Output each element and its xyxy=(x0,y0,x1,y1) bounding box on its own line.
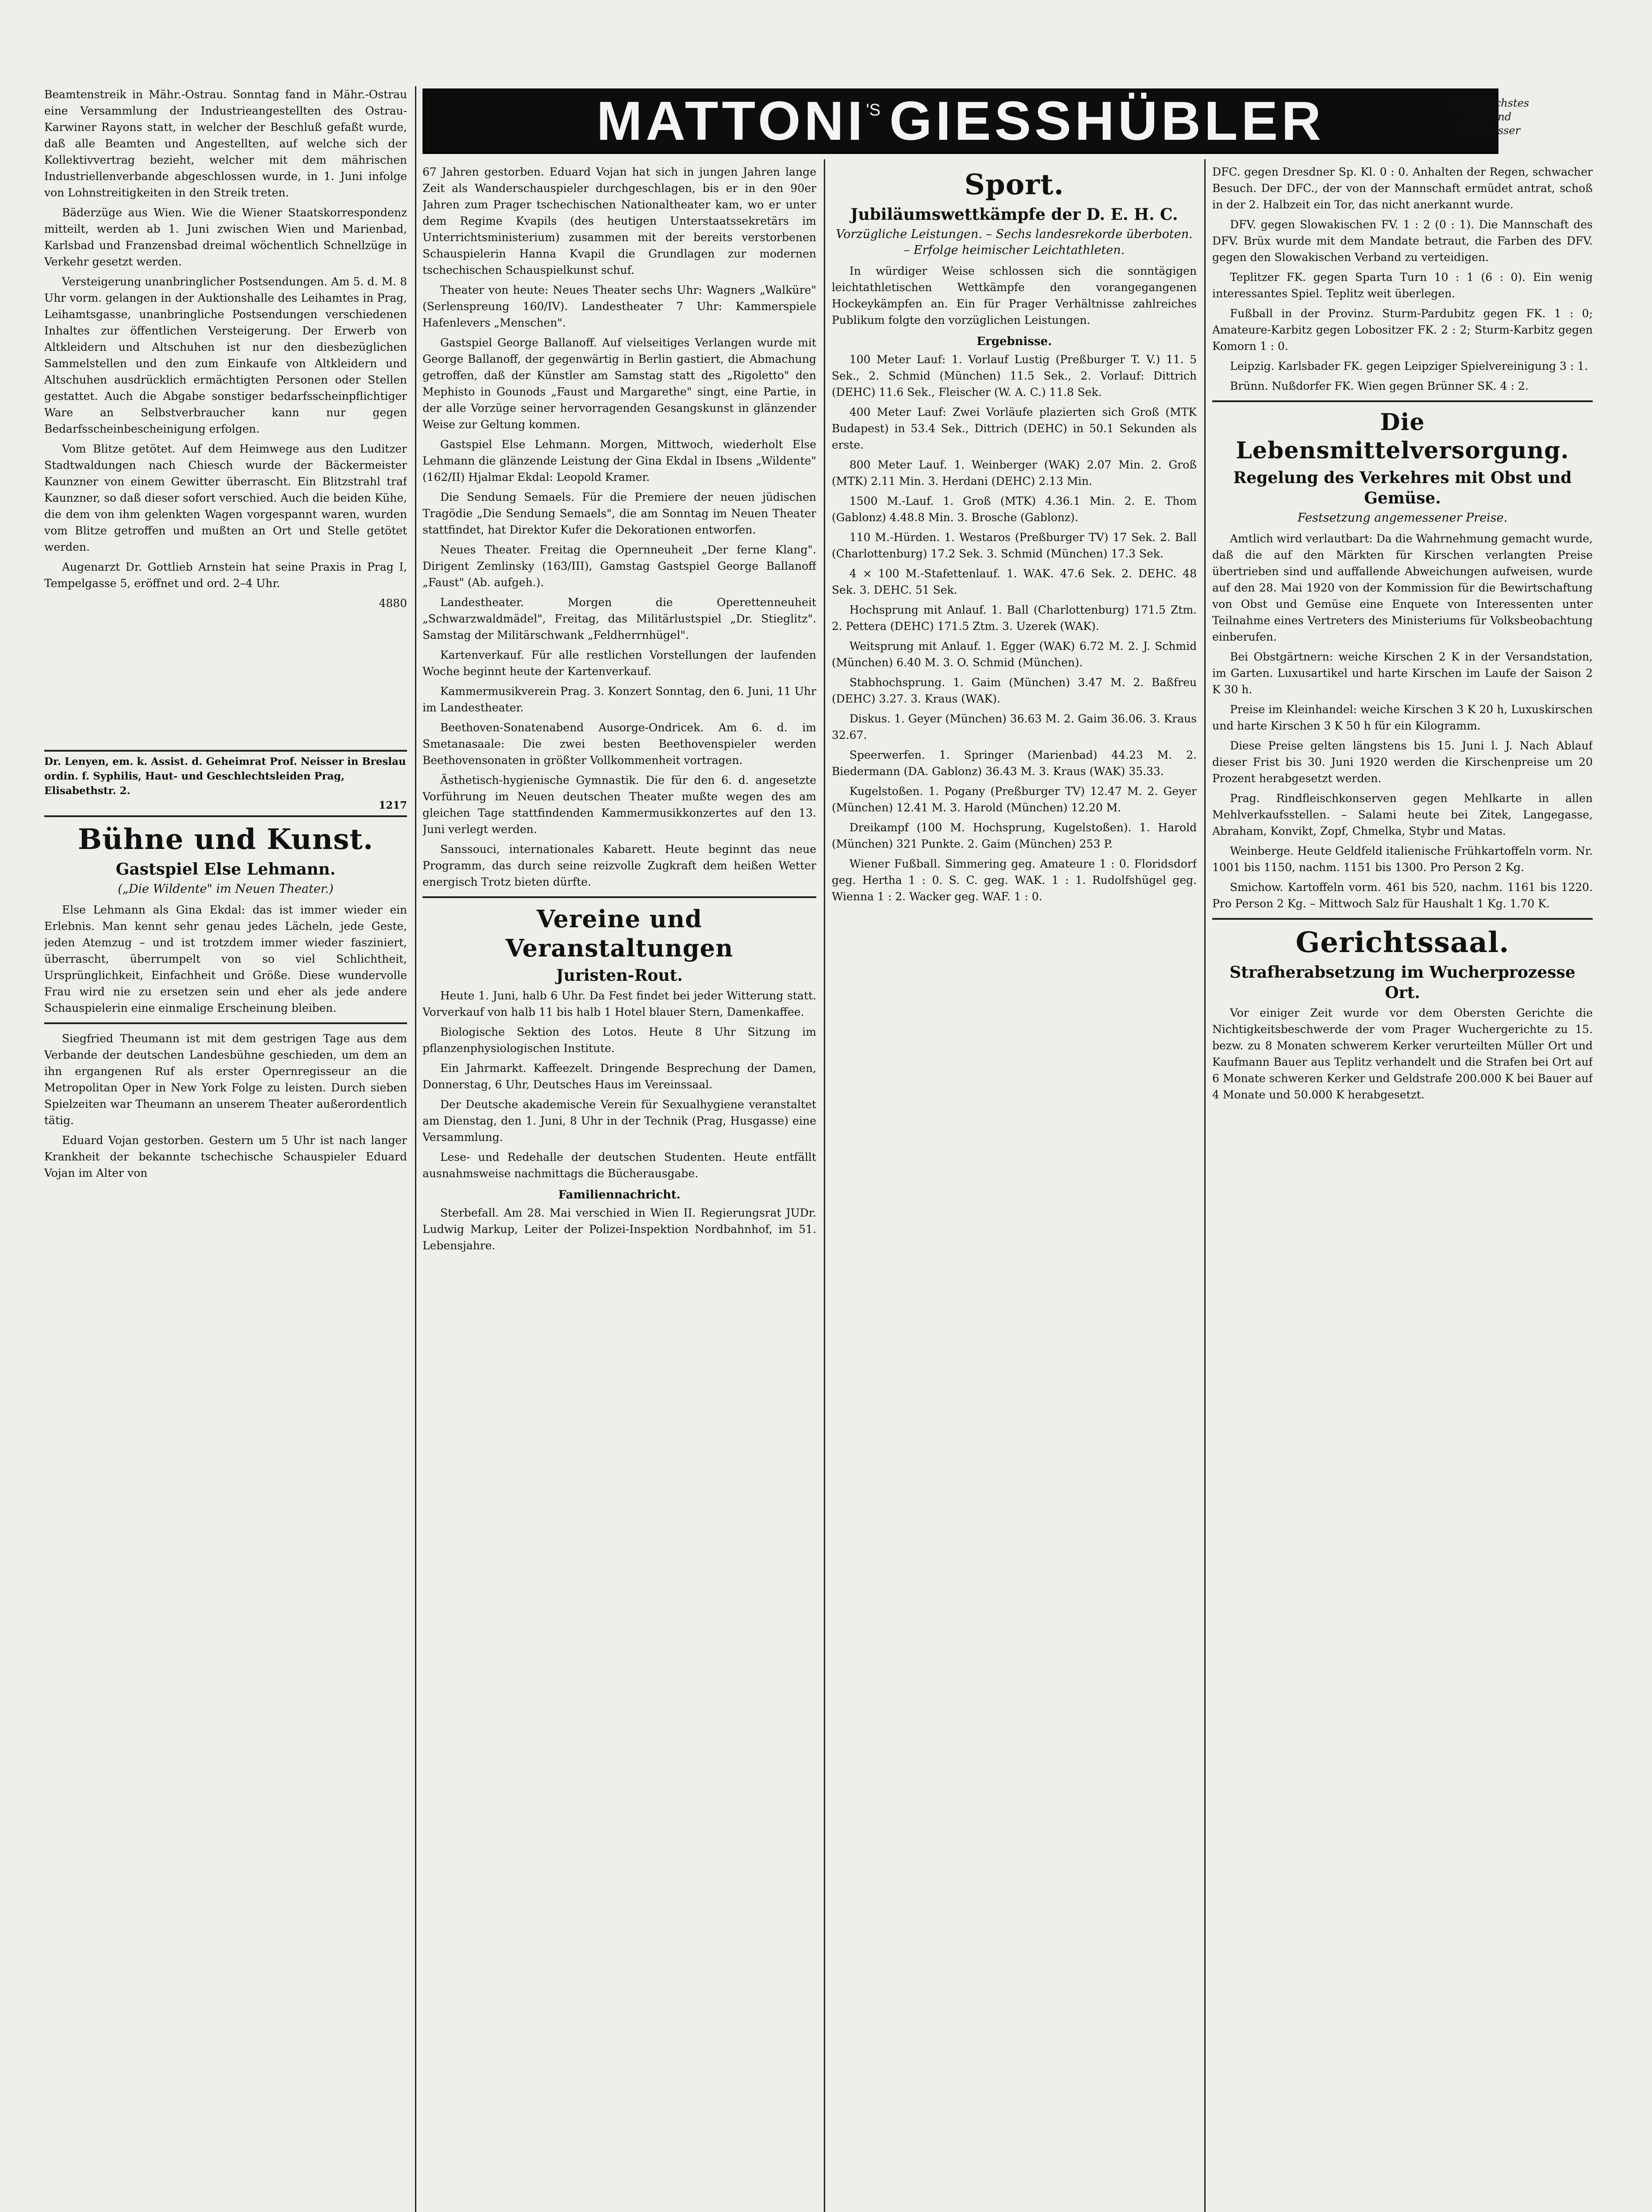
ad-notice-text: Dr. Lenyen, em. k. Assist. d. Geheimrat Prof. Neisser in Breslau ordin. f. Syphilis, Haut- und Geschlechtsleiden Prag, Elisabethstr. 2. xyxy=(44,756,406,797)
banner-brand-right: GIESSHÜBLER xyxy=(889,91,1325,152)
banner-side-line-2: Heil und xyxy=(1465,111,1512,123)
ad-augenarzt: Augenarzt Dr. Gottlieb Arnstein hat seine Praxis in Prag I, Tempelgasse 5, eröffnet und ord. 2–4 Uhr. xyxy=(44,561,407,590)
article-versteigerung: Versteigerung unanbringlicher Postsendungen. Am 5. d. M. 8 Uhr vorm. gelangen in der Auktionshalle des Leihamtes in Prag, Leihamtsgasse, unanbringliche Postsendungen verschiedenen Inhaltes zur öffentlichen Versteigerung. Der Erwerb von Altkleidern und Altschuhen ist nur den diesbezüglichen Sammelstellen und den zum Einkaufe von Altkleidern und Altschuhen ausdrücklich ermächtigten Personen oder Stellen gestattet. Auch die Abgabe sonstiger bedarfsscheinpflichtiger Ware an Selbstverbraucher kann nur gegen Bedarfsscheinbescheinigung erfolgen. xyxy=(44,275,407,435)
article-landestheater: Landestheater. Morgen die Operettenneuheit „Schwarzwaldmädel", Freitag, das Militärlustspiel „Dr. Stieglitz". Samstag der Militärschwank „Feldherrnhügel". xyxy=(423,596,816,641)
article-semael: Die Sendung Semaels. Für die Premiere der neuen jüdischen Tragödie „Die Sendung Semaels", die am Sonntag im Neuen Theater stattfindet, hat Direktor Kufer die Dekorationen entworfen. xyxy=(423,491,816,536)
result-110m-huerden: 110 M.-Hürden. 1. Westaros (Preßburger TV) 17 Sek. 2. Ball (Charlottenburg) 17.2 Sek. 3. Schmid (München) 17.3 Sek. xyxy=(832,531,1197,560)
article-baederzuege: Bäderzüge aus Wien. Wie die Wiener Staatskorrespondenz mitteilt, werden ab 1. Juni zwischen Wien und Marienbad, Karlsbad und Franzensbad dreimal wöchentlich Schnellzüge in Verkehr gesetzt werden. xyxy=(44,206,407,268)
ad-augenarzt-code: 4880 xyxy=(379,597,407,610)
result-400m: 400 Meter Lauf: Zwei Vorläufe plazierten sich Groß (MTK Budapest) in 53.4 Sek., Dittrich (DEHC) in 50.1 Sekunden als erste. xyxy=(832,406,1197,451)
article-lotos: Biologische Sektion des Lotos. Heute 8 Uhr Sitzung im pflanzenphysiologischen Institute. xyxy=(423,1025,816,1055)
column-rule-3 xyxy=(1204,159,1206,2212)
section-divider xyxy=(423,896,816,898)
article-smichow: Smichow. Kartoffeln vorm. 461 bis 520, nachm. 1161 bis 1220. Pro Person 2 Kg. – Mittwoch Salz für Haushalt 1 Kg. 1.70 K. xyxy=(1212,881,1593,910)
section-title-vereine: Vereine und Veranstaltungen xyxy=(505,905,734,962)
column-4 xyxy=(1212,164,1593,2212)
column-3 xyxy=(832,164,1197,2212)
banner-brand-left: MATTONI xyxy=(596,91,866,152)
column-2 xyxy=(423,164,816,2212)
article-lehmann-2: Gastspiel Else Lehmann. Morgen, Mittwoch, wiederholt Else Lehmann die glänzende Leistung der Gina Ekdal in Ibsens „Wildente" (162/II) Hjalmar Ekdal: Leopold Kramer. xyxy=(423,438,816,484)
result-1500m: 1500 M.-Lauf. 1. Groß (MTK) 4.36.1 Min. 2. E. Thom (Gablonz) 4.48.8 Min. 3. Brosche (Gablonz). xyxy=(832,495,1197,524)
column-1-top xyxy=(44,86,407,745)
article-weinberge: Weinberge. Heute Geldfeld italienische Frühkartoffeln vorm. Nr. 1001 bis 1150, nachm. 1151 bis 1300. Pro Person 2 Kg. xyxy=(1212,845,1593,874)
banner-side-text xyxy=(1451,88,1529,150)
article-lesehalle: Lese- und Redehalle der deutschen Studenten. Heute entfällt ausnahmsweise nachmittags die Bücherausgabe. xyxy=(423,1151,816,1180)
caption-familiennachricht: Familiennachricht. xyxy=(558,1188,681,1202)
column-rule-2 xyxy=(824,159,825,2212)
column-1-bottom xyxy=(44,818,407,2212)
article-juristen: Heute 1. Juni, halb 6 Uhr. Da Fest findet bei jeder Witterung statt. Vorverkauf von halb 11 bis halb 1 Hotel blauer Stern, Damenkaffee. xyxy=(423,989,816,1018)
article-obstgaertner: Bei Obstgärtnern: weiche Kirschen 2 K in der Versandstation, im Garten. Luxusartikel und harte Kirschen im Laufe der Saison 2 K 30 h. xyxy=(1212,650,1593,696)
subtitle-jubilaeum: Jubiläumswettkämpfe der D. E. H. C. xyxy=(850,205,1178,224)
advertisement-banner xyxy=(423,88,1498,154)
article-beamtenstreik: Beamtenstreik in Mähr.-Ostrau. Sonntag fand in Mähr.-Ostrau eine Versammlung der Industrieangestellten des Ostrau-Karwiner Rayons statt, in welcher der Beschluß gefaßt wurde, daß alle Beamten und Angestellten, auf welche sich der Kollektivvertrag bezieht, welcher mit dem mährischen Industriellenverbande abgeschlossen wurde, in 1. Juni infolge von Lohnstreitigkeiten in den Streik treten. xyxy=(44,88,407,199)
article-neues-theater: Neues Theater. Freitag die Opernneuheit „Der ferne Klang". Dirigent Zemlinsky (163/III), Gamstag Gastspiel George Ballanoff „Faust" (Ab. aufgeh.). xyxy=(423,543,816,589)
subtitle-juristen: Juristen-Rout. xyxy=(556,966,683,985)
banner-side-line-3: Tafelwasser xyxy=(1456,124,1521,137)
article-leipzig: Leipzig. Karlsbader FK. gegen Leipziger Spielvereinigung 3 : 1. xyxy=(1230,360,1588,373)
section-title-gerichtssaal: Gerichtssaal. xyxy=(1295,926,1510,959)
column-rule-1 xyxy=(415,86,416,2212)
article-sanssouci: Sanssouci, internationales Kabarett. Heute beginnt das neue Programm, das durch seine reizvolle Zugkraft dem heißen Wetter energisch Trotz bieten dürfte. xyxy=(423,843,816,888)
result-100m: 100 Meter Lauf: 1. Vorlauf Lustig (Preßburger T. V.) 11. 5 Sek., 2. Schmid (München) 11.5 Sek., 2. Vorlauf: Dittrich (DEHC) 11.6 Sek., Fleischer (W. A. C.) 11.8 Sek. xyxy=(832,353,1197,399)
article-teplitz: Teplitzer FK. gegen Sparta Turn 10 : 1 (6 : 0). Ein wenig interessantes Spiel. Teplitz weit überlegen. xyxy=(1212,271,1593,300)
ad-notice-code: 1217 xyxy=(378,799,407,811)
article-vojan-cont: 67 Jahren gestorben. Eduard Vojan hat sich in jungen Jahren lange Zeit als Wanderschauspieler durchgeschlagen, bis er in den 90er Jahren zum Prager tschechischen Nationaltheater kam, wo er unter dem Regime Kvapils (des heutigen Unterstaatssekretärs im Unterrichtsministerium) zusammen mit der bereits verstorbenen Schauspielerin Hanna Kvapil die Grundlagen zur modernen tschechischen Schauspielkunst schuf. xyxy=(423,165,816,276)
result-wiener-fussball: Wiener Fußball. Simmering geg. Amateure 1 : 0. Floridsdorf geg. Hertha 1 : 0. S. C. geg. WAK. 1 : 1. Rudolfshügel geg. Wienna 1 : 2. Wacker geg. WAF. 1 : 0. xyxy=(832,857,1197,903)
section-divider-2 xyxy=(1212,400,1593,402)
article-divider xyxy=(44,1022,407,1024)
article-lehmann: Else Lehmann als Gina Ekdal: das ist immer wieder ein Erlebnis. Man kennt sehr genau jedes Lächeln, jede Geste, jeden Atemzug – und ist trotzdem immer wieder fasziniert, überrascht, überrumpelt von so viel Schlichtheit, Ursprünglichkeit, Einfachheit und Größe. Diese wundervolle Frau wird nie zu ersetzen sein und eher als jede andere Schauspielerin eine einmalige Erscheinung bleiben. xyxy=(44,903,407,1014)
article-gymnastik: Ästhetisch-hygienische Gymnastik. Die für den 6. d. angesetzte Vorführung im Neuen deutschen Theater mußte wegen des am gleichen Tage stattfindenden Kammermusikkonzertes auf den 13. Juni verlegt werden. xyxy=(423,774,816,836)
result-dreikampf: Dreikampf (100 M. Hochsprung, Kugelstoßen). 1. Harold (München) 321 Punkte. 2. Gaim (München) 253 P. xyxy=(832,821,1197,850)
subtitle-preise: Festsetzung angemessener Preise. xyxy=(1297,511,1508,525)
result-stafette: 4 × 100 M.-Stafettenlauf. 1. WAK. 47.6 Sek. 2. DEHC. 48 Sek. 3. DEHC. 51 Sek. xyxy=(832,567,1197,596)
section-divider-3 xyxy=(1212,918,1593,920)
subtitle-leistungen: Vorzügliche Leistungen. – Sechs landesrekorde überboten. – Erfolge heimischer Leichtathleten. xyxy=(836,227,1193,257)
article-theater-heute: Theater von heute: Neues Theater sechs Uhr: Wagners „Walküre" (Serlenspreung 160/IV). Landestheater 7 Uhr: Kammerspiele Hafenlevers „Menschen". xyxy=(423,284,816,329)
subtitle-gastspiel: Gastspiel Else Lehmann. xyxy=(115,860,336,879)
article-sport-intro: In würdiger Weise schlossen sich die sonntägigen leichtathletischen Wettkämpfe den vorangegangenen Hockeykämpfen an. Ein für Prager Verhältnisse zahlreiches Publikum folgte den vorzüglichen Leistungen. xyxy=(832,265,1197,326)
article-sterbefall: Sterbefall. Am 28. Mai verschied in Wien II. Regierungsrat JUDr. Ludwig Markup, Leiter der Polizei-Inspektion Nordbahnhof, im 51. Lebensjahre. xyxy=(423,1206,816,1252)
article-theumann: Siegfried Theumann ist mit dem gestrigen Tage aus dem Verbande der deutschen Landesbühne geschieden, um dem an ihn ergangenen Ruf als erster Opernregisseur an die Metropolitan Oper in New York Folge zu leisten. Durch sieben Spielzeiten war Theumann an unserem Theater außerordentlich tätig. xyxy=(44,1032,407,1127)
article-kleinhandel: Preise im Kleinhandel: weiche Kirschen 3 K 20 h, Luxuskirschen und harte Kirschen 3 K 50 h für ein Kilogramm. xyxy=(1212,703,1593,732)
article-sexualhygiene: Der Deutsche akademische Verein für Sexualhygiene veranstaltet am Dienstag, den 1. Juni, 8 Uhr in der Technik (Prag, Husgasse) eine Versammlung. xyxy=(423,1098,816,1144)
article-vojan: Eduard Vojan gestorben. Gestern um 5 Uhr ist nach langer Krankheit der bekannte tschechische Schauspieler Eduard Vojan im Alter von xyxy=(44,1134,407,1179)
result-stabhochsprung: Stabhochsprung. 1. Gaim (München) 3.47 M. 2. Baßfreu (DEHC) 3.27. 3. Kraus (WAK). xyxy=(832,676,1197,705)
result-hochsprung: Hochsprung mit Anlauf. 1. Ball (Charlottenburg) 171.5 Ztm. 2. Pettera (DEHC) 171.5 Ztm. 3. Uzerek (WAK). xyxy=(832,603,1197,633)
article-wucherprozess: Vor einiger Zeit wurde vor dem Obersten Gerichte die Nichtigkeitsbeschwerde der vom Prager Wuchergerichte zu 15. bezw. zu 8 Monaten schwerem Kerker verurteilten Müller Ort und Kaufmann Bauer aus Teplitz verhandelt und die Strafen bei Ort auf 6 Monate schweren Kerker und Geldstrafe 200.000 K bei Bauer auf 4 Monate und 50.000 K herabgesetzt. xyxy=(1212,1006,1593,1101)
article-dfc-dresden: DFC. gegen Dresdner Sp. Kl. 0 : 0. Anhalten der Regen, schwacher Besuch. Der DFC., der von der Mannschaft ermüdet antrat, schoß in der 2. Halbzeit ein Tor, das nicht anerkannt wurde. xyxy=(1212,165,1593,211)
article-kammermusik: Kammermusikverein Prag. 3. Konzert Sonntag, den 6. Juni, 11 Uhr im Landestheater. xyxy=(423,685,816,714)
article-provinz: Fußball in der Provinz. Sturm-Pardubitz gegen FK. 1 : 0; Amateure-Karbitz gegen Lobositzer FK. 2 : 2; Sturm-Karbitz gegen Komorn 1 : 0. xyxy=(1212,307,1593,353)
section-title-lebensmittel: Die Lebensmittelversorgung. xyxy=(1236,409,1569,464)
subtitle-wucherprozess: Strafherabsetzung im Wucherprozesse Ort. xyxy=(1229,963,1575,1002)
ad-notice-lenyen xyxy=(44,750,407,817)
section-title-buehne: Bühne und Kunst. xyxy=(78,823,373,856)
section-title-sport: Sport. xyxy=(964,168,1064,201)
result-speer: Speerwerfen. 1. Springer (Marienbad) 44.23 M. 2. Biedermann (DA. Gablonz) 36.43 M. 3. Kraus (WAK) 35.33. xyxy=(832,749,1197,778)
caption-ergebnisse: Ergebnisse. xyxy=(976,335,1052,348)
article-dfv-slowak: DFV. gegen Slowakischen FV. 1 : 2 (0 : 1). Die Mannschaft des DFV. Brüx wurde mit dem Mandate betraut, die Farben des DFV. gegen den Slowakischen Verband zu verteidigen. xyxy=(1212,218,1593,264)
article-prag-konserven: Prag. Rindfleischkonserven gegen Mehlkarte in allen Mehlverkaufsstellen. – Salami heute bei Zitek, Langegasse, Abraham, Konvikt, Zopf, Chmelka, Stybr und Matas. xyxy=(1212,792,1593,837)
result-diskus: Diskus. 1. Geyer (München) 36.63 M. 2. Gaim 36.06. 3. Kraus 32.67. xyxy=(832,712,1197,741)
result-800m: 800 Meter Lauf. 1. Weinberger (WAK) 2.07 Min. 2. Groß (MTK) 2.11 Min. 3. Herdani (DEHC) 2.13 Min. xyxy=(832,458,1197,488)
banner-side-line-1: Vorzüglichstes xyxy=(1451,97,1529,109)
article-beethoven: Beethoven-Sonatenabend Ausorge-Ondricek. Am 6. d. im Smetanasaale: Die zwei besten Beethovenspieler werden Beethovensonaten in größter Vollkommenheit vortragen. xyxy=(423,721,816,767)
article-ballanoff: Gastspiel George Ballanoff. Auf vielseitiges Verlangen wurde mit George Ballanoff, der gegenwärtig in Berlin gastiert, die Abmachung getroffen, daß der Künstler am Samstag statt des „Rigoletto" den Mephisto in Gounods „Faust und Margarethe" singt, eine Partie, in der alle Vorzüge seiner hervorragenden Gesangskunst in glänzender Weise zur Geltung kommen. xyxy=(423,336,816,431)
article-kartenverkauf: Kartenverkauf. Für alle restlichen Vorstellungen der laufenden Woche beginnt heute der Kartenverkauf. xyxy=(423,649,816,678)
article-jahrmarkt: Ein Jahrmarkt. Kaffeezelt. Dringende Besprechung der Damen, Donnerstag, 6 Uhr, Deutsches Haus im Vereinssaal. xyxy=(423,1062,816,1091)
banner-brand-sup: 'S xyxy=(866,101,881,119)
result-weitsprung: Weitsprung mit Anlauf. 1. Egger (WAK) 6.72 M. 2. J. Schmid (München) 6.40 M. 3. O. Schmid (München). xyxy=(832,640,1197,669)
subtitle-wildente: („Die Wildente" im Neuen Theater.) xyxy=(118,882,334,896)
article-kirschen: Amtlich wird verlautbart: Da die Wahrnehmung gemacht wurde, daß die auf den Märkten für Kirschen verlangten Preise übertrieben sind und auffallende Abweichungen aufweisen, wurde auf den 28. Mai 1920 von der Kommission für die Bewirtschaftung von Obst und Gemüse eine Enquete von Interessenten unter Teilnahme eines Vertreters des Ministeriums für Volksbeobachtung einberufen. xyxy=(1212,532,1593,643)
article-bruenn: Brünn. Nußdorfer FK. Wien gegen Brünner SK. 4 : 2. xyxy=(1230,380,1529,392)
article-preise-geltung: Diese Preise gelten längstens bis 15. Juni l. J. Nach Ablauf dieser Frist bis 30. Juni 1920 werden die Kirschenpreise um 20 Prozent herabgesetzt werden. xyxy=(1212,739,1593,785)
result-kugel: Kugelstoßen. 1. Pogany (Preßburger TV) 12.47 M. 2. Geyer (München) 12.41 M. 3. Harold (München) 12.20 M. xyxy=(832,785,1197,814)
subtitle-obst-gemuese: Regelung des Verkehres mit Obst und Gemüse. xyxy=(1233,469,1572,507)
article-blitz: Vom Blitze getötet. Auf dem Heimwege aus den Luditzer Stadtwaldungen nach Chiesch wurde der Bäckermeister Kaunzner von einem Gewitter überrascht. Ein Blitzstrahl traf Kaunzner, so daß dieser sofort verschied. Auch die beiden Kühe, die dem von ihm gelenkten Wagen vorgespannt waren, wurden vom Blitze getroffen und mußten an Ort und Stelle getötet werden. xyxy=(44,442,407,553)
